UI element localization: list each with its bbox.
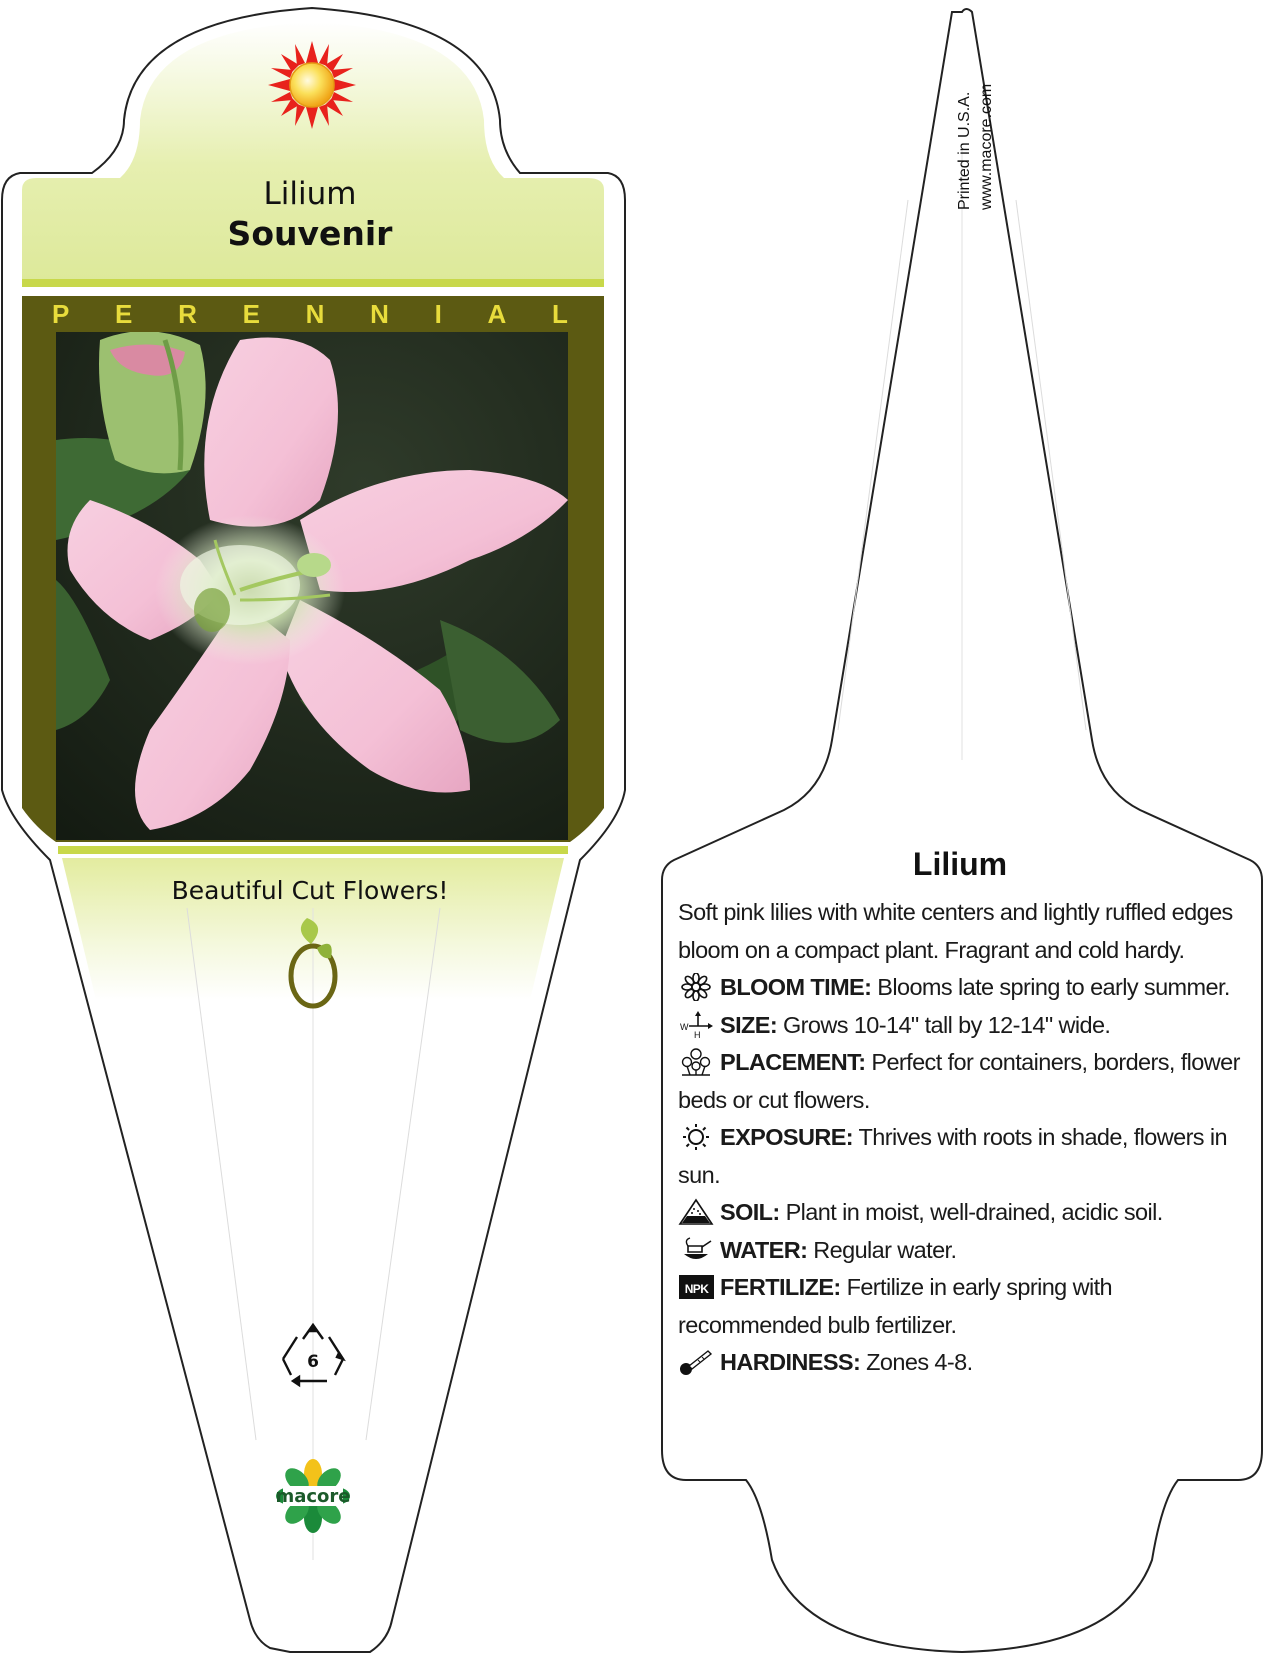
- tagline: Beautiful Cut Flowers!: [171, 876, 449, 905]
- brand-text: macore: [275, 1486, 351, 1507]
- svg-text:W: W: [680, 1021, 688, 1032]
- size-icon: [678, 1011, 716, 1039]
- fertilize-icon: [678, 1273, 716, 1301]
- full-sun-icon: [268, 41, 356, 129]
- attribute-text: Fertilize in early spring with recommended bulb fertilizer.: [678, 1274, 1112, 1338]
- attribute-label: FERTILIZE:: [720, 1274, 841, 1300]
- attribute-text: Regular water.: [813, 1236, 957, 1263]
- attribute-text: Plant in moist, well-drained, acidic soil.: [785, 1199, 1163, 1225]
- care-info: [678, 894, 1258, 1382]
- category-letter: I: [434, 299, 442, 329]
- attribute-text: Zones 4-8.: [866, 1349, 973, 1375]
- attribute-row: [678, 969, 1258, 1007]
- category-letter: E: [115, 299, 133, 329]
- category-letter: P: [52, 299, 70, 329]
- attribute-row: [678, 1232, 1258, 1270]
- exposure-icon: [678, 1123, 716, 1151]
- soil-icon: [678, 1198, 716, 1226]
- attribute-text: Perfect for containers, borders, flower beds or cut flowers.: [678, 1049, 1240, 1113]
- category-letter: L: [552, 299, 568, 329]
- attribute-label: HARDINESS:: [720, 1349, 861, 1375]
- lily-photo: [56, 331, 568, 840]
- attribute-row: [678, 1269, 1258, 1344]
- website-label: www.macore.com: [978, 83, 995, 210]
- attribute-row: [678, 1007, 1258, 1045]
- attribute-label: EXPOSURE:: [720, 1124, 854, 1150]
- plant-genus: Lilium: [263, 176, 357, 212]
- printed-in-label: Printed in U.S.A.: [956, 91, 973, 210]
- plant-cultivar: Souvenir: [227, 214, 393, 253]
- svg-text:NPK: NPK: [684, 1282, 709, 1296]
- bloom-icon: [678, 973, 716, 1001]
- attribute-text: Thrives with roots in shade, flowers in sun.: [678, 1124, 1227, 1188]
- printer-info: [956, 60, 996, 230]
- attribute-row: [678, 1119, 1258, 1194]
- recycle-number: 6: [307, 1352, 319, 1372]
- category-letter: E: [242, 299, 260, 329]
- attribute-text: Grows 10-14" tall by 12-14" wide.: [783, 1011, 1111, 1038]
- category-letter: A: [487, 299, 507, 329]
- attribute-row: [678, 1194, 1258, 1232]
- attribute-label: WATER:: [720, 1236, 808, 1263]
- category-letter: N: [370, 299, 389, 329]
- hardiness-icon: [678, 1348, 716, 1376]
- attribute-row: [678, 1344, 1258, 1382]
- attribute-text: Blooms late spring to early summer.: [877, 974, 1230, 1000]
- plant-category: [22, 299, 598, 330]
- placement-icon: [678, 1048, 716, 1076]
- water-icon: [678, 1236, 716, 1264]
- description: Soft pink lilies with white centers and lightly ruffled edges bloom on a compact plant. Fragrant and cold hardy.: [678, 899, 1233, 963]
- attribute-label: PLACEMENT:: [720, 1049, 866, 1075]
- category-letter: N: [305, 299, 325, 329]
- attribute-label: SIZE:: [720, 1011, 778, 1038]
- attribute-label: SOIL:: [720, 1199, 780, 1225]
- svg-text:H: H: [694, 1029, 700, 1039]
- back-title: Lilium: [912, 846, 1008, 882]
- attribute-label: BLOOM TIME:: [720, 974, 872, 1000]
- attribute-row: [678, 1044, 1258, 1119]
- category-letter: R: [178, 299, 197, 329]
